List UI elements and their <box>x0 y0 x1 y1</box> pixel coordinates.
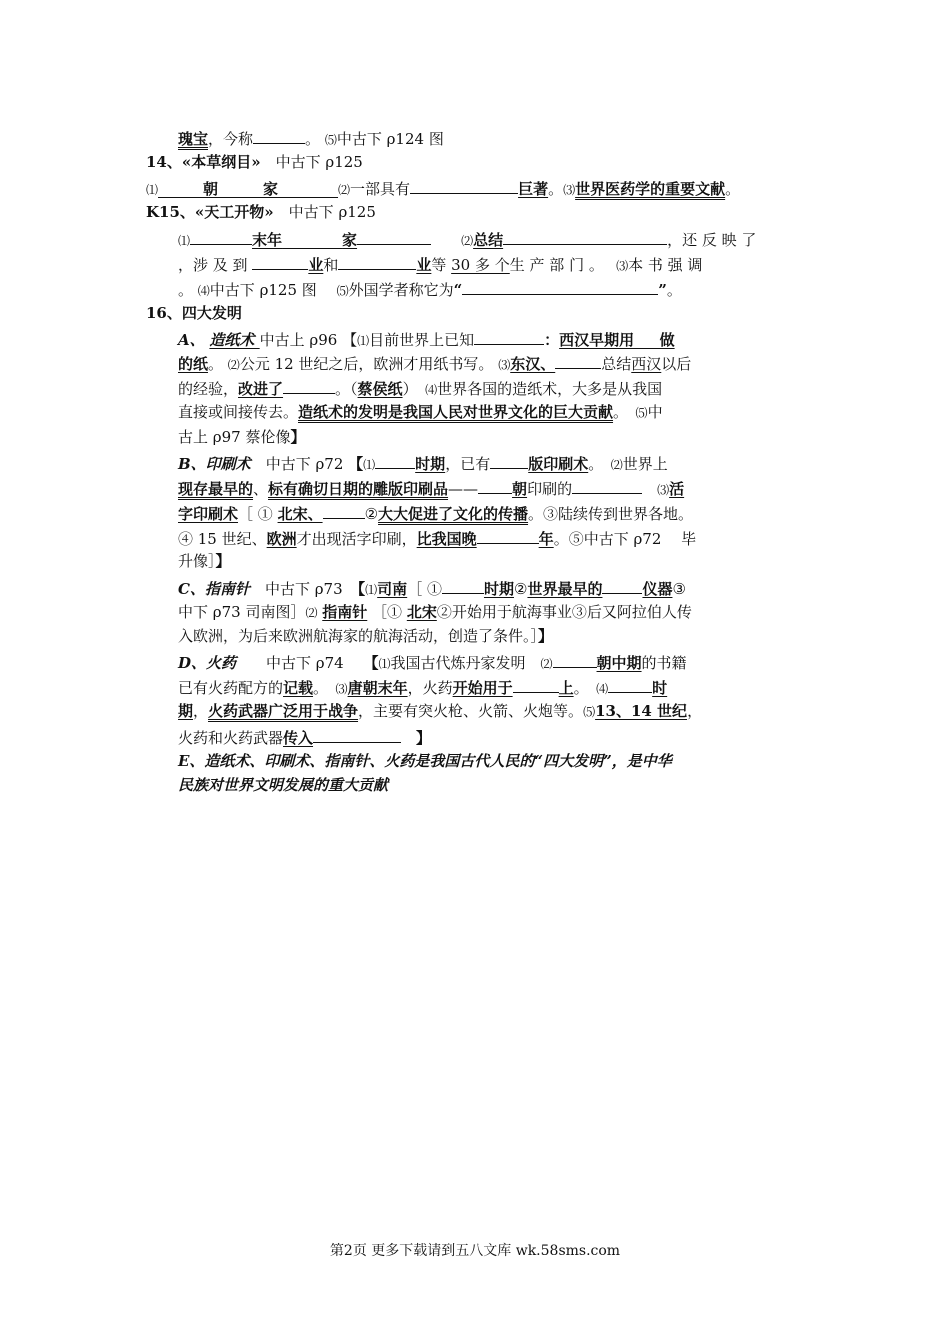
powder-line-1: D、火药 中古下 ρ74 【⑴我国古代炼丹家发明 ⑵ 朝中期的书籍 <box>178 649 687 673</box>
section-16-heading: 16、四大发明 <box>146 304 242 322</box>
print-line-4: ④ 15 世纪、欧洲才出现活字印刷，比我国晚 年。⑤中古下 ρ72 毕 <box>178 525 696 549</box>
print-line-1: B、印刷术 中古下 ρ72 【⑴ 时期，已有 版印刷术。 ⑵世界上 <box>178 450 668 474</box>
paper-line-1: A、 造纸术 中古上 ρ96 【⑴目前世界上已知 ：西汉早期用 做 <box>178 326 675 350</box>
powder-line-3: 期，火药武器广泛用于战争，主要有突火枪、火箭、火炮等。⑸13、14 世纪， <box>178 702 703 720</box>
text-line-7: 。 ⑷中古下 ρ125 图 ⑸外国学者称它为“ ”。 <box>178 276 682 300</box>
page-footer: 第2页 更多下载请到五八文库 wk.58sms.com <box>329 1243 621 1259</box>
paper-line-3: 的经验，改进了 。（蔡侯纸） ⑷世界各国的造纸术，大多是从我国 <box>178 375 662 399</box>
paper-line-5: 古上 ρ97 蔡伦像】 <box>178 428 306 446</box>
text-line-5: ⑴ 末年 家 ⑵总结 ，还 反 映 了 <box>178 226 756 250</box>
summary-line-2: 民族对世界文明发展的重大贡献 <box>178 776 389 794</box>
powder-line-4: 火药和火药武器传入 】 <box>178 724 431 748</box>
powder-line-2: 已有火药配方的记载。 ⑶唐朝末年，火药开始用于 上。 ⑷ 时 <box>178 674 667 698</box>
summary-line-1: E、造纸术、印刷术、指南针、火药是我国古代人民的“四大发明”，是中华 <box>178 752 672 770</box>
text-line-1: 瑰宝，今称 。 ⑸中古下 ρ124 图 <box>178 125 444 149</box>
print-line-2: 现存最早的、标有确切日期的雕版印刷品—— 朝印刷的 ⑶活 <box>178 475 684 499</box>
section-15-heading: K15、«天工开物» 中古下 ρ125 <box>146 203 376 221</box>
paper-line-4: 直接或间接传去。造纸术的发明是我国人民对世界文化的巨大贡献。 ⑸中 <box>178 403 663 421</box>
paper-line-2: 的纸。 ⑵公元 12 世纪之后，欧洲才用纸书写。 ⑶东汉、 总结西汉以后 <box>178 350 691 374</box>
compass-line-3: 入欧洲，为后来欧洲航海家的航海活动，创造了条件。］】 <box>178 627 554 645</box>
section-14-heading: 14、«本草纲目» 中古下 ρ125 <box>146 153 363 171</box>
text-line-6: ，涉 及 到 业和 业等 30 多 个生 产 部 门 。 ⑶本 书 强 调 <box>178 251 702 275</box>
text-line-3: ⑴ 朝 家 ⑵一部具有 巨著。⑶世界医药学的重要文献。 <box>146 175 740 199</box>
compass-line-2: 中下 ρ73 司南图］⑵ 指南针 ［① 北宋②开始用于航海事业③后又阿拉伯人传 <box>178 603 692 621</box>
print-line-5: 升像］】 <box>178 552 231 570</box>
print-line-3: 字印刷术［ ① 北宋、 ②大大促进了文化的传播。③陆续传到世界各地。 <box>178 500 693 524</box>
compass-line-1: C、指南针 中古下 ρ73 【⑴司南［ ① 时期②世界最早的 仪器③ <box>178 575 686 599</box>
